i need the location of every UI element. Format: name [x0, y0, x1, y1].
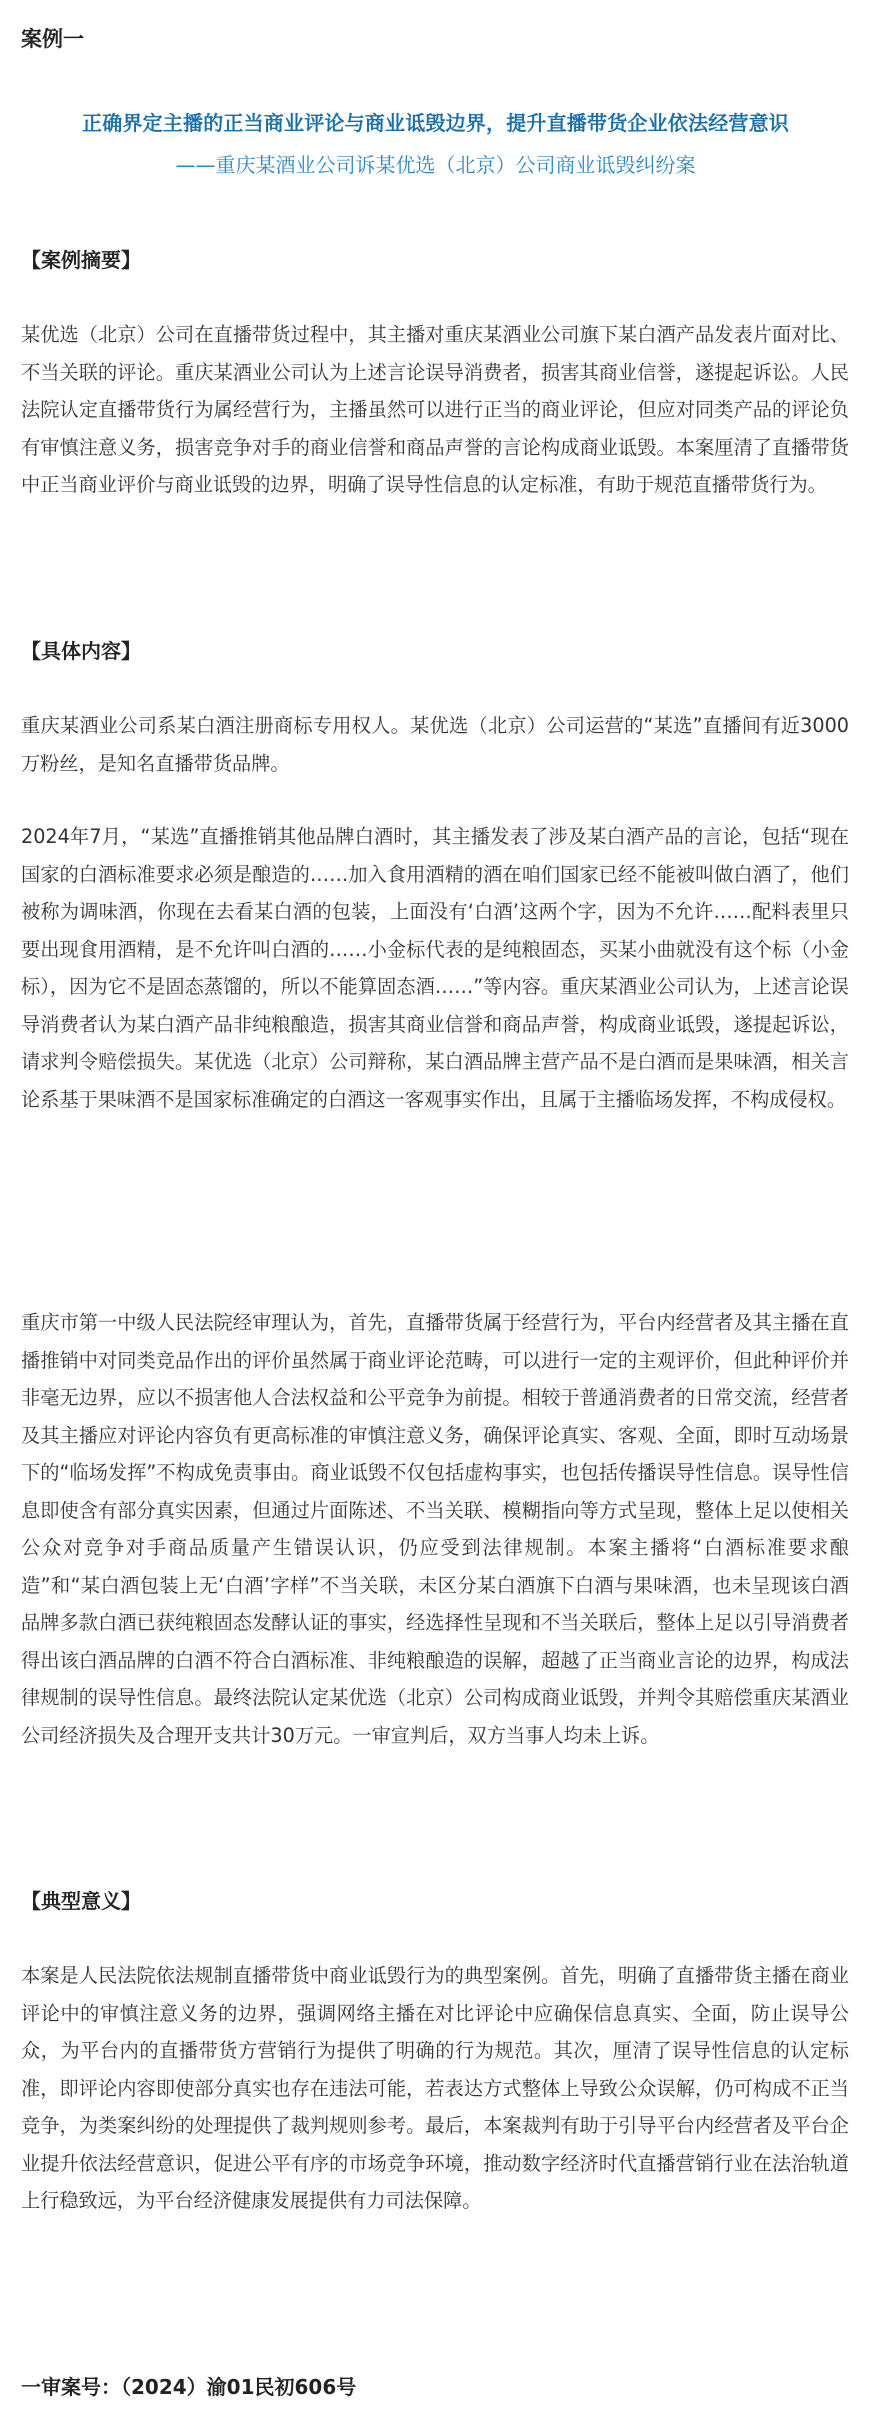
content-paragraph-3: 重庆市第一中级人民法院经审理认为，首先，直播带货属于经营行为，平台内经营者及其主播在直播推销中对同类竞品作出的评价虽然属于商业评论范畴，可以进行一定的主观评价，但此种评价并非毫无边界，应以不损害他人合法权益和公平竞争为前提。相较于普通消费者的日常交流，经营者及其主播应对评论内容负有更高标准的审慎注意义务，确保评论真实、客观、全面，即时互动场景下的“临场发挥”不构成免责事由。商业诋毁不仅包括虚构事实，也包括传播误导性信息。误导性信息即使含有部分真实因素，但通过片面陈述、不当关联、模糊指向等方式呈现，整体上足以使相关公众对竞争对手商品质量产生错误认识，仍应受到法律规制。本案主播将“白酒标准要求酿造”和“某白酒包装上无‘白酒’字样”不当关联，未区分某白酒旗下白酒与果味酒，也未呈现该白酒品牌多款白酒已获纯粮固态发酵认证的事实，经选择性呈现和不当关联后，整体上足以引导消费者得出该白酒品牌的白酒不符合白酒标准、非纯粮酿造的误解，超越了正当商业言论的边界，构成法律规制的误导性信息。最终法院认定某优选（北京）公司构成商业诋毁，并判令其赔偿重庆某酒业公司经济损失及合理开支共计30万元。一审宣判后，双方当事人均未上诉。: [21, 1311, 849, 1747]
significance-heading: 【典型意义】: [21, 1889, 141, 1913]
case-label: 案例一: [21, 27, 84, 51]
significance-paragraph: 本案是人民法院依法规制直播带货中商业诋毁行为的典型案例。首先，明确了直播带货主播在商业评论中的审慎注意义务的边界，强调网络主播在对比评论中应确保信息真实、全面，防止误导公众，为平台内的直播带货方营销行为提供了明确的行为规范。其次，厘清了误导性信息的认定标准，即评论内容即使部分真实也存在违法可能，若表达方式整体上导致公众误解，仍可构成不正当竞争，为类案纠纷的处理提供了裁判规则参考。最后，本案裁判有助于引导平台内经营者及平台企业提升依法经营意识，促进公平有序的市场竞争环境，推动数字经济时代直播营销行业在法治轨道上行稳致远，为平台经济健康发展提供有力司法保障。: [21, 1964, 849, 2212]
case-title: 正确界定主播的正当商业评论与商业诋毁边界，提升直播带货企业依法经营意识: [82, 111, 789, 135]
summary-heading: 【案例摘要】: [21, 248, 141, 272]
case-subtitle: ——重庆某酒业公司诉某优选（北京）公司商业诋毁纠纷案: [175, 153, 696, 177]
content-paragraph-1: 重庆某酒业公司系某白酒注册商标专用权人。某优选（北京）公司运营的“某选”直播间有近3000万粉丝，是知名直播带货品牌。: [21, 714, 849, 775]
content-paragraph-2: 2024年7月，“某选”直播推销其他品牌白酒时，其主播发表了涉及某白酒产品的言论，包括“现在国家的白酒标准要求必须是酿造的……加入食用酒精的酒在咱们国家已经不能被叫做白酒了，他们被称为调味酒，你现在去看某白酒的包装，上面没有‘白酒’这两个字，因为不允许……配料表里只要出现食用酒精，是不允许叫白酒的……小金标代表的是纯粮固态，买某小曲就没有这个标（小金标），因为它不是固态蒸馏的，所以不能算固态酒……”等内容。重庆某酒业公司认为，上述言论误导消费者认为某白酒产品非纯粮酿造，损害其商业信誉和商品声誉，构成商业诋毁，遂提起诉讼，请求判令赔偿损失。某优选（北京）公司辩称，某白酒品牌主营产品不是白酒而是果味酒，相关言论系基于果味酒不是国家标准确定的白酒这一客观事实作出，且属于主播临场发挥，不构成侵权。: [21, 825, 849, 1111]
case-number: 一审案号：（2024）渝01民初606号: [21, 2375, 357, 2399]
summary-paragraph: 某优选（北京）公司在直播带货过程中，其主播对重庆某酒业公司旗下某白酒产品发表片面对比、不当关联的评论。重庆某酒业公司认为上述言论误导消费者，损害其商业信誉，遂提起诉讼。人民法院认定直播带货行为属经营行为，主播虽然可以进行正当的商业评论，但应对同类产品的评论负有审慎注意义务，损害竞争对手的商业信誉和商品声誉的言论构成商业诋毁。本案厘清了直播带货中正当商业评价与商业诋毁的边界，明确了误导性信息的认定标准，有助于规范直播带货行为。: [21, 323, 849, 496]
content-heading: 【具体内容】: [21, 639, 141, 663]
